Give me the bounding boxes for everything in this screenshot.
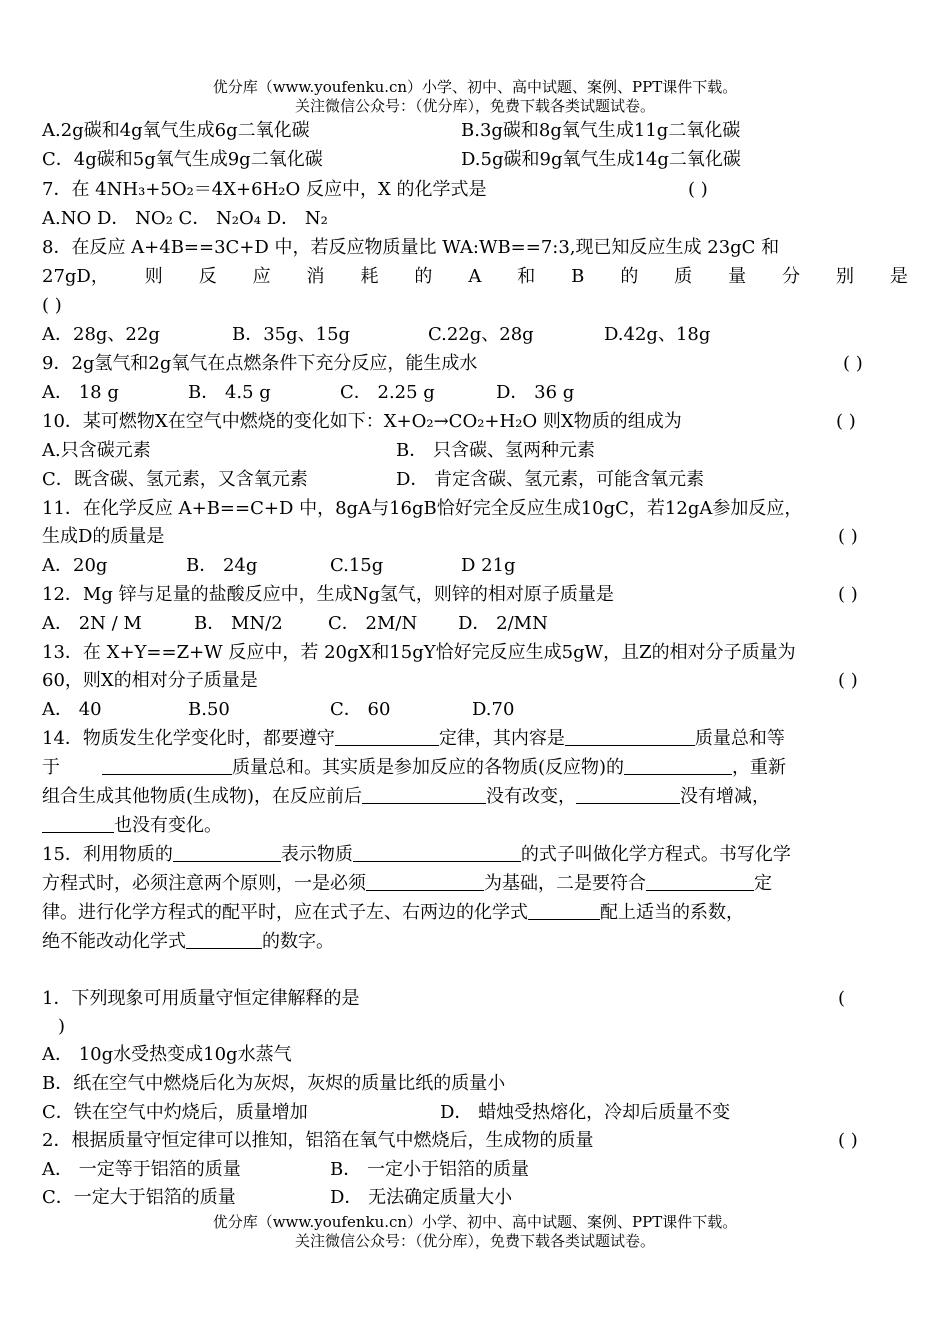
q6-option-a: A.2g碳和4g氧气生成6g二氧化碳 bbox=[42, 120, 310, 141]
q10-option-b: B． 只含碳、氢两种元素 bbox=[396, 440, 595, 461]
q14-text: 质量总和等 bbox=[694, 728, 785, 749]
q8-word: 应 bbox=[252, 266, 271, 287]
s2q2-option-d: D． 无法确定质量大小 bbox=[330, 1187, 513, 1208]
q7-answer-paren: ( ) bbox=[688, 179, 708, 200]
q9-option-c: C． 2.25 g bbox=[340, 382, 435, 403]
q11-answer-paren: ( ) bbox=[838, 526, 858, 547]
q13-stem-line-1: 13．在 X+Y==Z+W 反应中，若 20gX和15gY恰好完反应生成5gW，且Z的相对分子质量为 bbox=[42, 642, 796, 663]
s2q1-option-b: B．纸在空气中燃烧后化为灰烬，灰烬的质量比纸的质量小 bbox=[42, 1073, 506, 1094]
q8-option-b: B．35g、15g bbox=[232, 324, 351, 345]
q15-blank-reaction[interactable] bbox=[353, 843, 521, 862]
q14-text: 没有增减， bbox=[680, 786, 771, 807]
q14-text: 定律，其内容是 bbox=[438, 728, 565, 749]
q13-option-b: B.50 bbox=[188, 699, 230, 720]
q7-stem: 7．在 4NH₃+5O₂＝4X+6H₂O 反应中，X 的化学式是 bbox=[42, 179, 487, 200]
q14-text: 14．物质发生化学变化时，都要遵守 bbox=[42, 728, 335, 749]
q13-option-d: D.70 bbox=[472, 699, 515, 720]
q14-blank-products[interactable] bbox=[102, 756, 232, 775]
q14-text: 也没有变化。 bbox=[114, 815, 222, 836]
s2q1-option-a: A． 10g水受热变成10g水蒸气 bbox=[42, 1044, 292, 1065]
q13-answer-paren: ( ) bbox=[838, 670, 858, 691]
q15-blank-subscript[interactable] bbox=[186, 930, 262, 949]
q15-text: 律。进行化学方程式的配平时，应在式子左、右两边的化学式 bbox=[42, 902, 528, 923]
q15-blank-front[interactable] bbox=[528, 901, 600, 920]
q14-blank-atom-kind[interactable] bbox=[362, 785, 486, 804]
q8-word: 分 bbox=[782, 266, 801, 287]
q15-line-1 bbox=[42, 842, 791, 868]
q10-option-c: C．既含碳、氢元素，又含氧元素 bbox=[42, 469, 308, 490]
q14-line-1 bbox=[42, 726, 785, 752]
s2q2-option-c: C．一定大于铝箔的质量 bbox=[42, 1187, 236, 1208]
q8-option-c: C.22g、28g bbox=[428, 324, 534, 345]
q15-text: 配上适当的系数， bbox=[600, 902, 744, 923]
q8-word: 则 bbox=[144, 266, 163, 287]
q6-option-d: D.5g碳和9g氧气生成14g二氧化碳 bbox=[461, 149, 741, 170]
q8-word: 的 bbox=[414, 266, 433, 287]
q9-answer-paren: ( ) bbox=[843, 353, 863, 374]
q15-text: 为基础，二是要符合 bbox=[484, 873, 646, 894]
q14-text: 于 bbox=[42, 757, 60, 778]
header-line-2: 关注微信公众号：（优分库），免费下载各类试题试卷。 bbox=[294, 97, 655, 115]
s2q1-paren-close: ) bbox=[58, 1016, 66, 1037]
q8-word: 质 bbox=[674, 266, 693, 287]
q11-option-a: A．20g bbox=[42, 555, 108, 576]
q8-word: 别 bbox=[836, 266, 854, 287]
q14-line-4 bbox=[42, 813, 222, 839]
q14-text: 没有改变， bbox=[486, 786, 577, 807]
q12-answer-paren: ( ) bbox=[838, 584, 858, 605]
s2q2-stem: 2．根据质量守恒定律可以推知，铝箔在氧气中燃烧后，生成物的质量 bbox=[42, 1130, 594, 1151]
q15-text: 定 bbox=[754, 873, 772, 894]
q15-text: 15．利用物质的 bbox=[42, 844, 173, 865]
q12-option-b: B． MN/2 bbox=[194, 613, 283, 634]
header-line-1: 优分库（www.youfenku.cn）小学、初中、高中试题、案例、PPT课件下载。 bbox=[212, 78, 738, 96]
q15-blank-basis[interactable] bbox=[366, 872, 484, 891]
q8-word: 反 bbox=[198, 266, 217, 287]
q8-word: B bbox=[571, 266, 585, 287]
q14-line-2 bbox=[42, 755, 786, 781]
q15-line-3 bbox=[42, 900, 744, 926]
q15-text: 的式子叫做化学方程式。书写化学 bbox=[520, 844, 791, 865]
q12-option-a: A． 2N / M bbox=[42, 613, 142, 634]
s2q1-stem: 1．下列现象可用质量守恒定律解释的是 bbox=[42, 988, 360, 1009]
q8-stem-line-1: 8．在反应 A+4B==3C+D 中，若反应物质量比 WA:WB==7:3,现已知反应生成 23gC 和 bbox=[42, 237, 780, 258]
q15-blank-law[interactable] bbox=[646, 872, 754, 891]
s2q1-paren-open: ( bbox=[838, 988, 846, 1009]
q9-stem: 9．2g氢气和2g氧气在点燃条件下充分反应，能生成水 bbox=[42, 353, 478, 374]
q7-options: A.NO D． NO₂ C． N₂O₄ D． N₂ bbox=[42, 208, 328, 229]
q8-option-a: A．28g、22g bbox=[42, 324, 160, 345]
q8-word: 消 bbox=[306, 266, 325, 287]
q10-answer-paren: ( ) bbox=[836, 411, 856, 432]
q8-word: A bbox=[468, 266, 482, 287]
q12-stem: 12．Mg 锌与足量的盐酸反应中，生成Ng氢气，则锌的相对原子质量是 bbox=[42, 584, 614, 605]
q15-text: 方程式时，必须注意两个原则，一是必须 bbox=[42, 873, 366, 894]
q14-blank-law[interactable] bbox=[335, 727, 439, 746]
q8-word: 量 bbox=[728, 266, 747, 287]
q9-option-d: D． 36 g bbox=[496, 382, 575, 403]
q11-option-b: B． 24g bbox=[186, 555, 258, 576]
s2q2-answer-paren: ( ) bbox=[838, 1130, 858, 1151]
q14-blank-reactants[interactable] bbox=[565, 727, 695, 746]
q13-option-c: C． 60 bbox=[330, 699, 391, 720]
q8-word: 和 bbox=[517, 266, 536, 287]
q11-option-d: D 21g bbox=[461, 555, 516, 576]
q15-text: 的数字。 bbox=[262, 931, 334, 952]
footer-line-1: 优分库（www.youfenku.cn）小学、初中、高中试题、案例、PPT课件下载。 bbox=[212, 1213, 738, 1231]
q6-option-c: C．4g碳和5g氧气生成9g二氧化碳 bbox=[42, 149, 323, 170]
q14-blank-atom-mass[interactable] bbox=[42, 814, 114, 833]
q12-option-d: D． 2/MN bbox=[458, 613, 548, 634]
q15-line-2 bbox=[42, 871, 772, 897]
q8-word: 是 bbox=[889, 266, 908, 287]
footer-line-2: 关注微信公众号：（优分库），免费下载各类试题试卷。 bbox=[294, 1232, 655, 1250]
q15-text: 表示物质 bbox=[280, 844, 353, 865]
q11-option-c: C.15g bbox=[330, 555, 384, 576]
q14-line-3 bbox=[42, 784, 770, 810]
q8-word: 27gD， bbox=[42, 266, 109, 287]
q8-stem-line-2 bbox=[42, 264, 908, 290]
q14-text: ，重新 bbox=[732, 757, 787, 778]
q10-stem: 10．某可燃物X在空气中燃烧的变化如下：X+O₂→CO₂+H₂O 则X物质的组成为 bbox=[42, 411, 682, 432]
q13-option-a: A． 40 bbox=[42, 699, 102, 720]
q6-option-b: B.3g碳和8g氧气生成11g二氧化碳 bbox=[461, 120, 741, 141]
q8-option-d: D.42g、18g bbox=[604, 324, 711, 345]
q10-option-a: A.只含碳元素 bbox=[42, 440, 151, 461]
q15-blank-formula[interactable] bbox=[173, 843, 281, 862]
q8-word: 耗 bbox=[360, 266, 379, 287]
s2q1-option-d: D． 蜡烛受热熔化，冷却后质量不变 bbox=[440, 1102, 731, 1123]
q10-option-d: D． 肯定含碳、氢元素，可能含氧元素 bbox=[396, 469, 705, 490]
q14-text: 质量总和。其实质是参加反应的各物质(反应物)的 bbox=[232, 757, 625, 778]
q14-blank-atom-count[interactable] bbox=[576, 785, 680, 804]
q15-text: 绝不能改动化学式 bbox=[42, 931, 186, 952]
q11-stem-line-2: 生成D的质量是 bbox=[42, 526, 165, 547]
q8-answer-paren: ( ) bbox=[42, 295, 62, 316]
q15-line-4 bbox=[42, 929, 334, 955]
s2q2-option-a: A． 一定等于铝箔的质量 bbox=[42, 1159, 241, 1180]
s2q1-option-c: C．铁在空气中灼烧后，质量增加 bbox=[42, 1102, 308, 1123]
q14-text: 组合生成其他物质(生成物)，在反应前后 bbox=[42, 786, 363, 807]
q14-blank-atoms[interactable] bbox=[624, 756, 732, 775]
q12-option-c: C． 2M/N bbox=[328, 613, 418, 634]
q8-word: 的 bbox=[620, 266, 639, 287]
q9-option-a: A． 18 g bbox=[42, 382, 119, 403]
q13-stem-line-2: 60，则X的相对分子质量是 bbox=[42, 670, 258, 691]
s2q2-option-b: B． 一定小于铝箔的质量 bbox=[330, 1159, 529, 1180]
q9-option-b: B． 4.5 g bbox=[188, 382, 271, 403]
q11-stem-line-1: 11．在化学反应 A+B==C+D 中，8gA与16gB恰好完全反应生成10gC，若12gA参加反应， bbox=[42, 498, 803, 519]
